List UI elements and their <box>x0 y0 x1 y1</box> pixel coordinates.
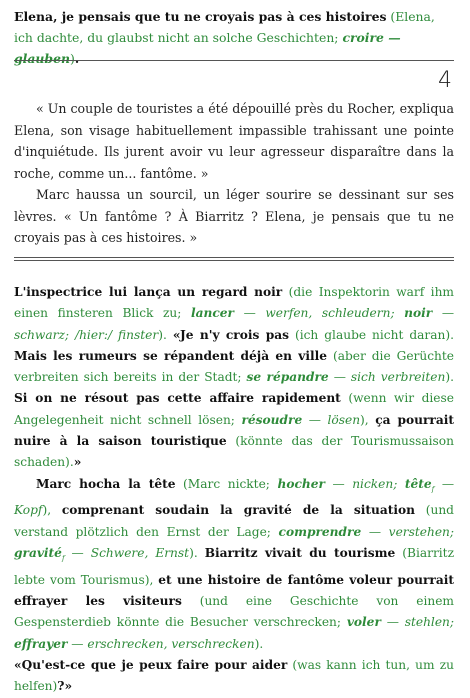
german-translation: (Biarritz lebte vom Tourismus), <box>14 546 454 587</box>
german-translation: (wenn wir diese Angelegenheit nicht schnell lösen; <box>14 391 454 427</box>
vocab-entry: résoudre — lösen <box>241 412 361 427</box>
french-phrase: Mais les rumeurs se répandent déjà en ville <box>14 348 328 363</box>
french-phrase: et une histoire de fantôme voleur pourrait effrayer les visiteurs <box>14 572 455 609</box>
german-translation: (ich glaube nicht daran). <box>288 327 454 342</box>
divider <box>14 260 454 261</box>
vocab-entry: hocher — nicken; tête <box>277 476 432 491</box>
french-phrase: comprenant soudain la gravité de la situation <box>61 503 415 518</box>
french-phrase: Marc hocha la tête <box>36 476 176 491</box>
vocab-entry: croire — glauben <box>14 30 401 66</box>
vocab-entry: voler — stehlen; effrayer — erschrecken, verschrecken <box>14 615 454 651</box>
story-paragraph: « Un couple de touristes a été dépouillé près du Rocher, expliqua Elena, son visage habituellement impassible trahissant une pointe d'inquiétude. Ils jurent avoir vu leur agresseur disparaître dans la roche, comme un... fantôme. » <box>14 101 454 181</box>
german-translation-close: ), <box>42 503 62 518</box>
german-translation: (und verstand plötzlich den Ernst der Lage; <box>14 503 454 539</box>
german-translation: (Elena, ich dachte, du glaubst nicht an solche Geschichten; <box>14 9 435 45</box>
french-phrase: ça pourrait nuire à la saison touristique <box>14 412 454 449</box>
annotated-text <box>14 282 454 698</box>
vocab-entry: se répandre — sich verbreiten <box>246 370 446 385</box>
french-phrase: «Qu'est-ce que je peux faire pour aider <box>14 657 288 672</box>
divider <box>14 60 454 61</box>
vocab-entry: — Schwere, Ernst <box>64 546 190 560</box>
french-phrase: Si on ne résout pas cette affaire rapidement <box>14 391 341 406</box>
annotated-paragraph <box>14 655 454 698</box>
chapter-number: 4 <box>438 68 452 93</box>
sentence-end: . <box>74 51 80 66</box>
german-translation: (Marc nickte; <box>175 476 278 491</box>
divider <box>14 257 454 258</box>
german-translation: (aber die Gerüchte verbreiten sich bereits in der Stadt; <box>14 348 454 385</box>
german-translation: (die Inspektorin warf ihm einen finsteren Blick zu; <box>14 285 454 321</box>
german-translation-close: ). <box>158 327 173 342</box>
story-text <box>14 98 454 249</box>
sentence-end: ?» <box>57 679 73 694</box>
vocab-entry: lancer — werfen, schleudern; noir — schwarz; /hier:/ finster <box>14 306 455 342</box>
french-phrase: Elena, je pensais que tu ne croyais pas à ces histoires <box>14 9 387 24</box>
german-translation-close: ), <box>360 412 376 427</box>
vocab-entry: — Kopf <box>14 476 455 518</box>
german-translation-close: ) <box>69 51 75 66</box>
gender-marker: f <box>61 554 65 563</box>
french-phrase: «Je n'y crois pas <box>172 327 289 342</box>
story-paragraph: Marc haussa un sourcil, un léger sourire se dessinant sur ses lèvres. « Un fantôme ? À Biarritz ? Elena, je pensais que tu ne croyais pas à ces histoires. » <box>14 187 454 245</box>
german-translation: (und eine Geschichte von einem Gespensterdieb könnte die Besucher verschrecken; <box>14 594 454 630</box>
german-translation: (könnte das der Tourismussaison schaden). <box>14 434 454 470</box>
french-phrase: L'inspectrice lui lança un regard noir <box>14 285 283 299</box>
sentence-end: » <box>73 455 82 470</box>
annotated-paragraph <box>14 474 454 655</box>
gender-marker: f <box>431 485 435 494</box>
german-translation-close: ). <box>189 546 205 560</box>
german-translation: (was kann ich tun, um zu helfen) <box>14 657 454 694</box>
vocab-entry: comprendre — verstehen; gravité <box>14 524 454 560</box>
french-phrase: Biarritz vivait du tourisme <box>204 546 396 560</box>
annotated-paragraph <box>14 282 454 474</box>
german-translation-close: ). <box>445 370 454 385</box>
german-translation-close: ). <box>254 636 264 651</box>
